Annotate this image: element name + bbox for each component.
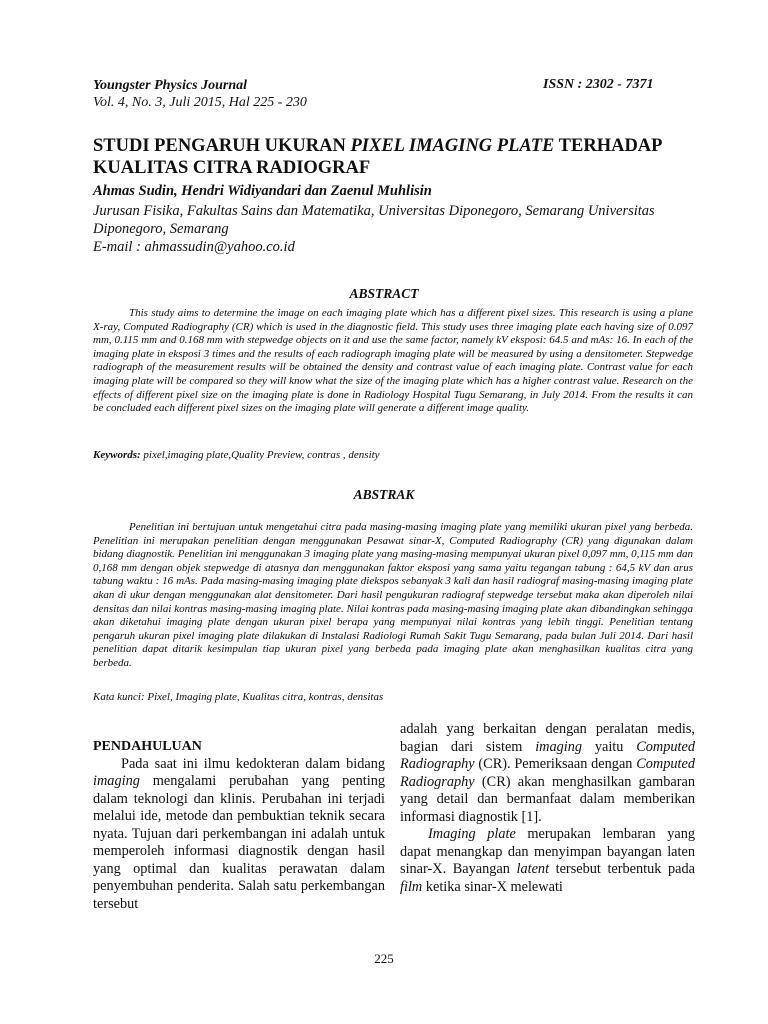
text-run: (CR) akan menghasilkan gambaran yang detail dan bermanfaat dalam memberikan informasi diagnostik [1]. [400, 773, 695, 825]
text-run: merupakan lembaran yang dapat menangkap dan menyimpan bayangan laten sinar-X. Bayangan [400, 826, 695, 877]
right-column [400, 721, 695, 896]
italic-term: Computed Radiography [400, 738, 695, 772]
text-run: tersebut terbentuk pada [549, 861, 695, 877]
title-part1: STUDI PENGARUH UKURAN [93, 136, 351, 156]
abstrak-heading: ABSTRAK [353, 487, 415, 502]
abstrak-keywords: Kata kunci: Pixel, Imaging plate, Kualitas citra, kontras, densitas [93, 691, 384, 703]
italic-term: imaging [93, 773, 140, 789]
abstract-heading: ABSTRACT [349, 286, 419, 301]
text-run: adalah yang berkaitan dengan peralatan medis, bagian dari sistem [400, 721, 695, 755]
text-run: Pada saat ini ilmu kedokteran dalam bidang [121, 755, 385, 772]
italic-term: imaging [535, 738, 583, 755]
italic-term: Imaging plate [428, 826, 516, 842]
email: E-mail : ahmassudin@yahoo.co.id [93, 239, 295, 255]
text-run: ketika sinar-X melewati [422, 878, 563, 895]
left-paragraph-1 [93, 756, 385, 914]
journal-header [93, 77, 307, 111]
affiliation-text: Jurusan Fisika, Fakultas Sains dan Matematika, Universitas Diponegoro, Semarang Universitas Diponegoro, Semarang [93, 203, 655, 237]
keywords-label: Keywords: [93, 449, 141, 461]
affiliation [93, 202, 693, 256]
journal-volume: Vol. 4, No. 3, Juli 2015, Hal 225 - 230 [93, 95, 307, 110]
text-run: mengalami perubahan yang penting dalam teknologi dan klinis. Perubahan ini terjadi melalui ide, metode dan pembuktian teknik secara nyata. Tujuan dari perkembangan ini adalah untuk memperoleh informasi diagnostik dengan hasil yang optimal dan kualitas perawatan dalam penyembuhan penderita. Salah satu perkembangan tersebut [93, 773, 385, 912]
right-paragraph-2 [400, 826, 695, 896]
text-run: (CR). Pemeriksaan dengan [474, 756, 637, 772]
issn: ISSN : 2302 - 7371 [543, 77, 654, 92]
paper-title [93, 135, 683, 179]
italic-term: latent [516, 861, 550, 877]
journal-name: Youngster Physics Journal [93, 78, 248, 93]
page-number: 225 [374, 951, 394, 966]
section-heading: PENDAHULUAN [93, 739, 202, 754]
keywords-text: pixel,imaging plate,Quality Preview, contras , density [140, 449, 380, 461]
abstract-body: This study aims to determine the image on each imaging plate which has a different pixel sizes. This research is using a plane X-ray, Computed Radiography (CR) which is used in the diagnostic field. This study uses three imaging plate each having size of 0.097 mm, 0.115 mm and 0.168 mm with stepwedge objects on it and use the same factor, namely kV eksposi: 64.5 and mAs: 16. In each of the imaging plate in eksposi 3 times and the results of each radiograph imaging plate will be measured by using a densitometer. Stepwedge radiograph of the measurement results will be obtained the density and contrast value of each imaging plate. Contrast value for each imaging plate will be compared so they will know what the size of the imaging plate which has a higher contrast value. Research on the effects of different pixel size on the imaging plate is done in Radiology Hospital Tugu Semarang, in July 2014. From the results it can be concluded each different pixel sizes on the imaging plate will generate a different image quality. [93, 307, 693, 415]
title-part2: PIXEL IMAGING PLATE [350, 136, 555, 156]
italic-term: film [400, 878, 423, 895]
left-column [93, 738, 385, 913]
italic-term: Computed Radiography [400, 756, 695, 790]
authors: Ahmas Sudin, Hendri Widiyandari dan Zaenul Muhlisin [93, 183, 432, 199]
title-part3: TERHADAP KUALITAS CITRA RADIOGRAF [93, 136, 662, 178]
right-paragraph-1 [400, 721, 695, 826]
text-run: yaitu [582, 738, 637, 755]
abstrak-body: Penelitian ini bertujuan untuk mengetahui citra pada masing-masing imaging plate yang memiliki ukuran pixel yang berbeda. Penelitian ini merupakan penelitian dengan menggunakan Pesawat sinar-X, Computed Radiography (CR) yang digunakan dalam bidang diagnostik. Penelitian ini menggunakan 3 imaging plate yang masing-masing mempunyai ukuran pixel 0,097 mm, 0,115 mm dan 0,168 mm dengan objek stepwedge di atasnya dan menggunakan faktor eksposi yang sama yaitu tegangan tabung : 64,5 kV dan arus tabung waktu : 16 mAs. Pada masing-masing imaging plate diekspos sebanyak 3 kali dan hasil radiograf masing-masing imaging plate akan di ukur dengan menggunakan alat densitometer. Dari hasil pengukuran radiograf stepwedge tersebut maka akan diperoleh nilai densitas dan nilai kontras masing-masing imaging plate. Nilai kontras pada masing-masing imaging plate akan dibandingkan sehingga akan diketahui imaging plate dengan ukuran pixel berapa yang mempunyai nilai kontras yang lebih tinggi. Penelitian tentang pengaruh ukuran pixel imaging plate dilakukan di Instalasi Radiologi Rumah Sakit Tugu Semarang, pada bulan Juli 2014. Dari hasil penelitian dapat ditarik kesimpulan tiap ukuran pixel yang berbeda pada imaging plate akan menghasilkan kualitas citra yang berbeda. [93, 521, 693, 669]
abstract-keywords [93, 449, 380, 463]
